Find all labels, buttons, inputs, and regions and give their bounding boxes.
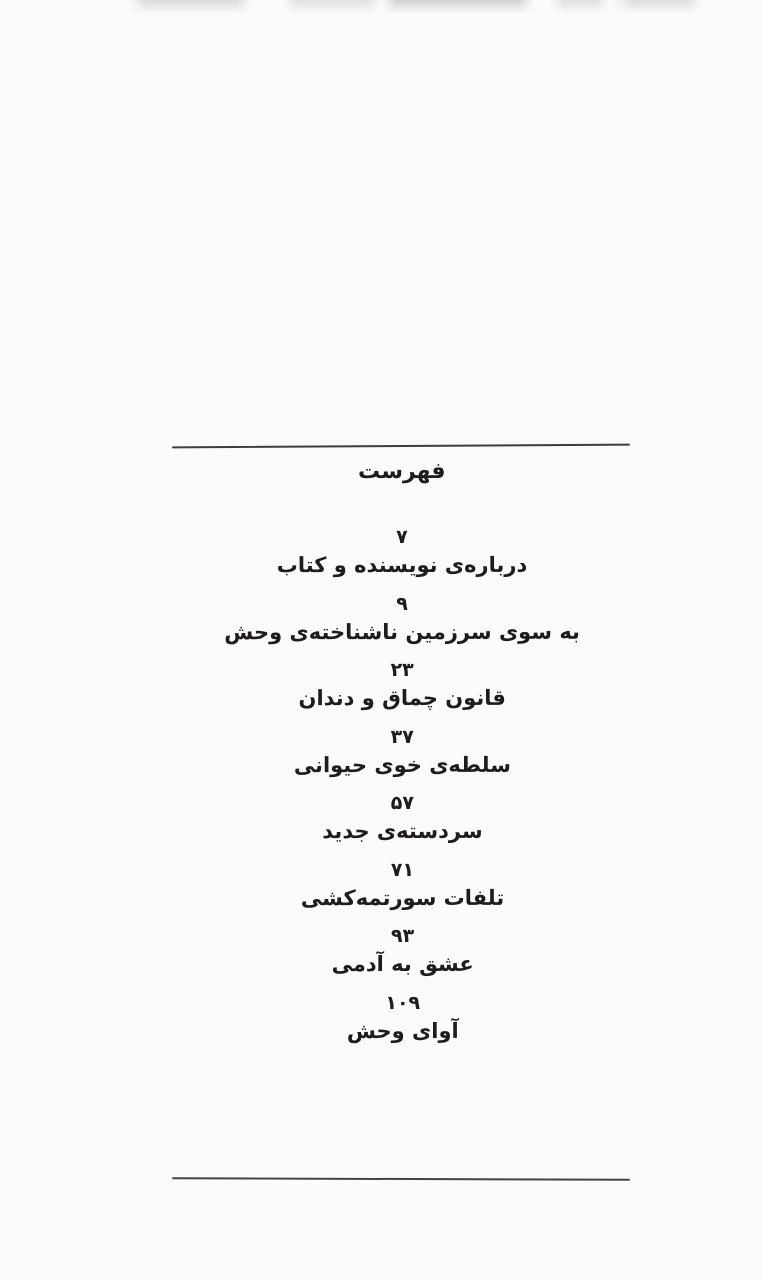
top-rule	[172, 444, 630, 449]
entry-page-number: ۹	[396, 592, 408, 615]
entry-page-number: ۷۱	[390, 858, 415, 881]
page-title: فهرست	[358, 458, 446, 485]
entry-page-number: ۲۳	[390, 658, 414, 682]
toc-entry	[173, 524, 631, 591]
toc-entry	[173, 590, 631, 657]
toc-entry	[173, 856, 631, 923]
bottom-rule	[172, 1177, 630, 1180]
entry-title: عشق به آدمی	[331, 951, 474, 977]
toc-entry	[174, 989, 632, 1056]
entry-title: آوای وحش	[346, 1018, 459, 1043]
entry-title: تلفات سورتمه‌کشی	[300, 885, 505, 910]
scan-artifact-top-edge	[0, 0, 763, 14]
toc-entry	[173, 790, 631, 857]
entry-page-number: ۹۳	[391, 924, 415, 948]
entry-title: درباره‌ی نویسنده و کتاب	[276, 552, 528, 578]
entry-title: قانون چماق و دندان	[298, 685, 506, 711]
entry-page-number: ۵۷	[390, 791, 415, 815]
entry-page-number: ۷	[396, 525, 408, 549]
entry-title: سردسته‌ی جدید	[322, 818, 483, 844]
toc-entries	[173, 524, 632, 1057]
entry-title: سلطه‌ی خوی حیوانی	[293, 752, 511, 777]
toc-entry	[173, 723, 631, 790]
entry-title: به سوی سرزمین ناشناخته‌ی وحش	[224, 619, 580, 644]
toc-entry	[173, 657, 631, 724]
toc-entry	[174, 923, 632, 990]
entry-page-number: ۳۷	[390, 725, 414, 748]
entry-page-number: ۱۰۹	[385, 991, 421, 1014]
